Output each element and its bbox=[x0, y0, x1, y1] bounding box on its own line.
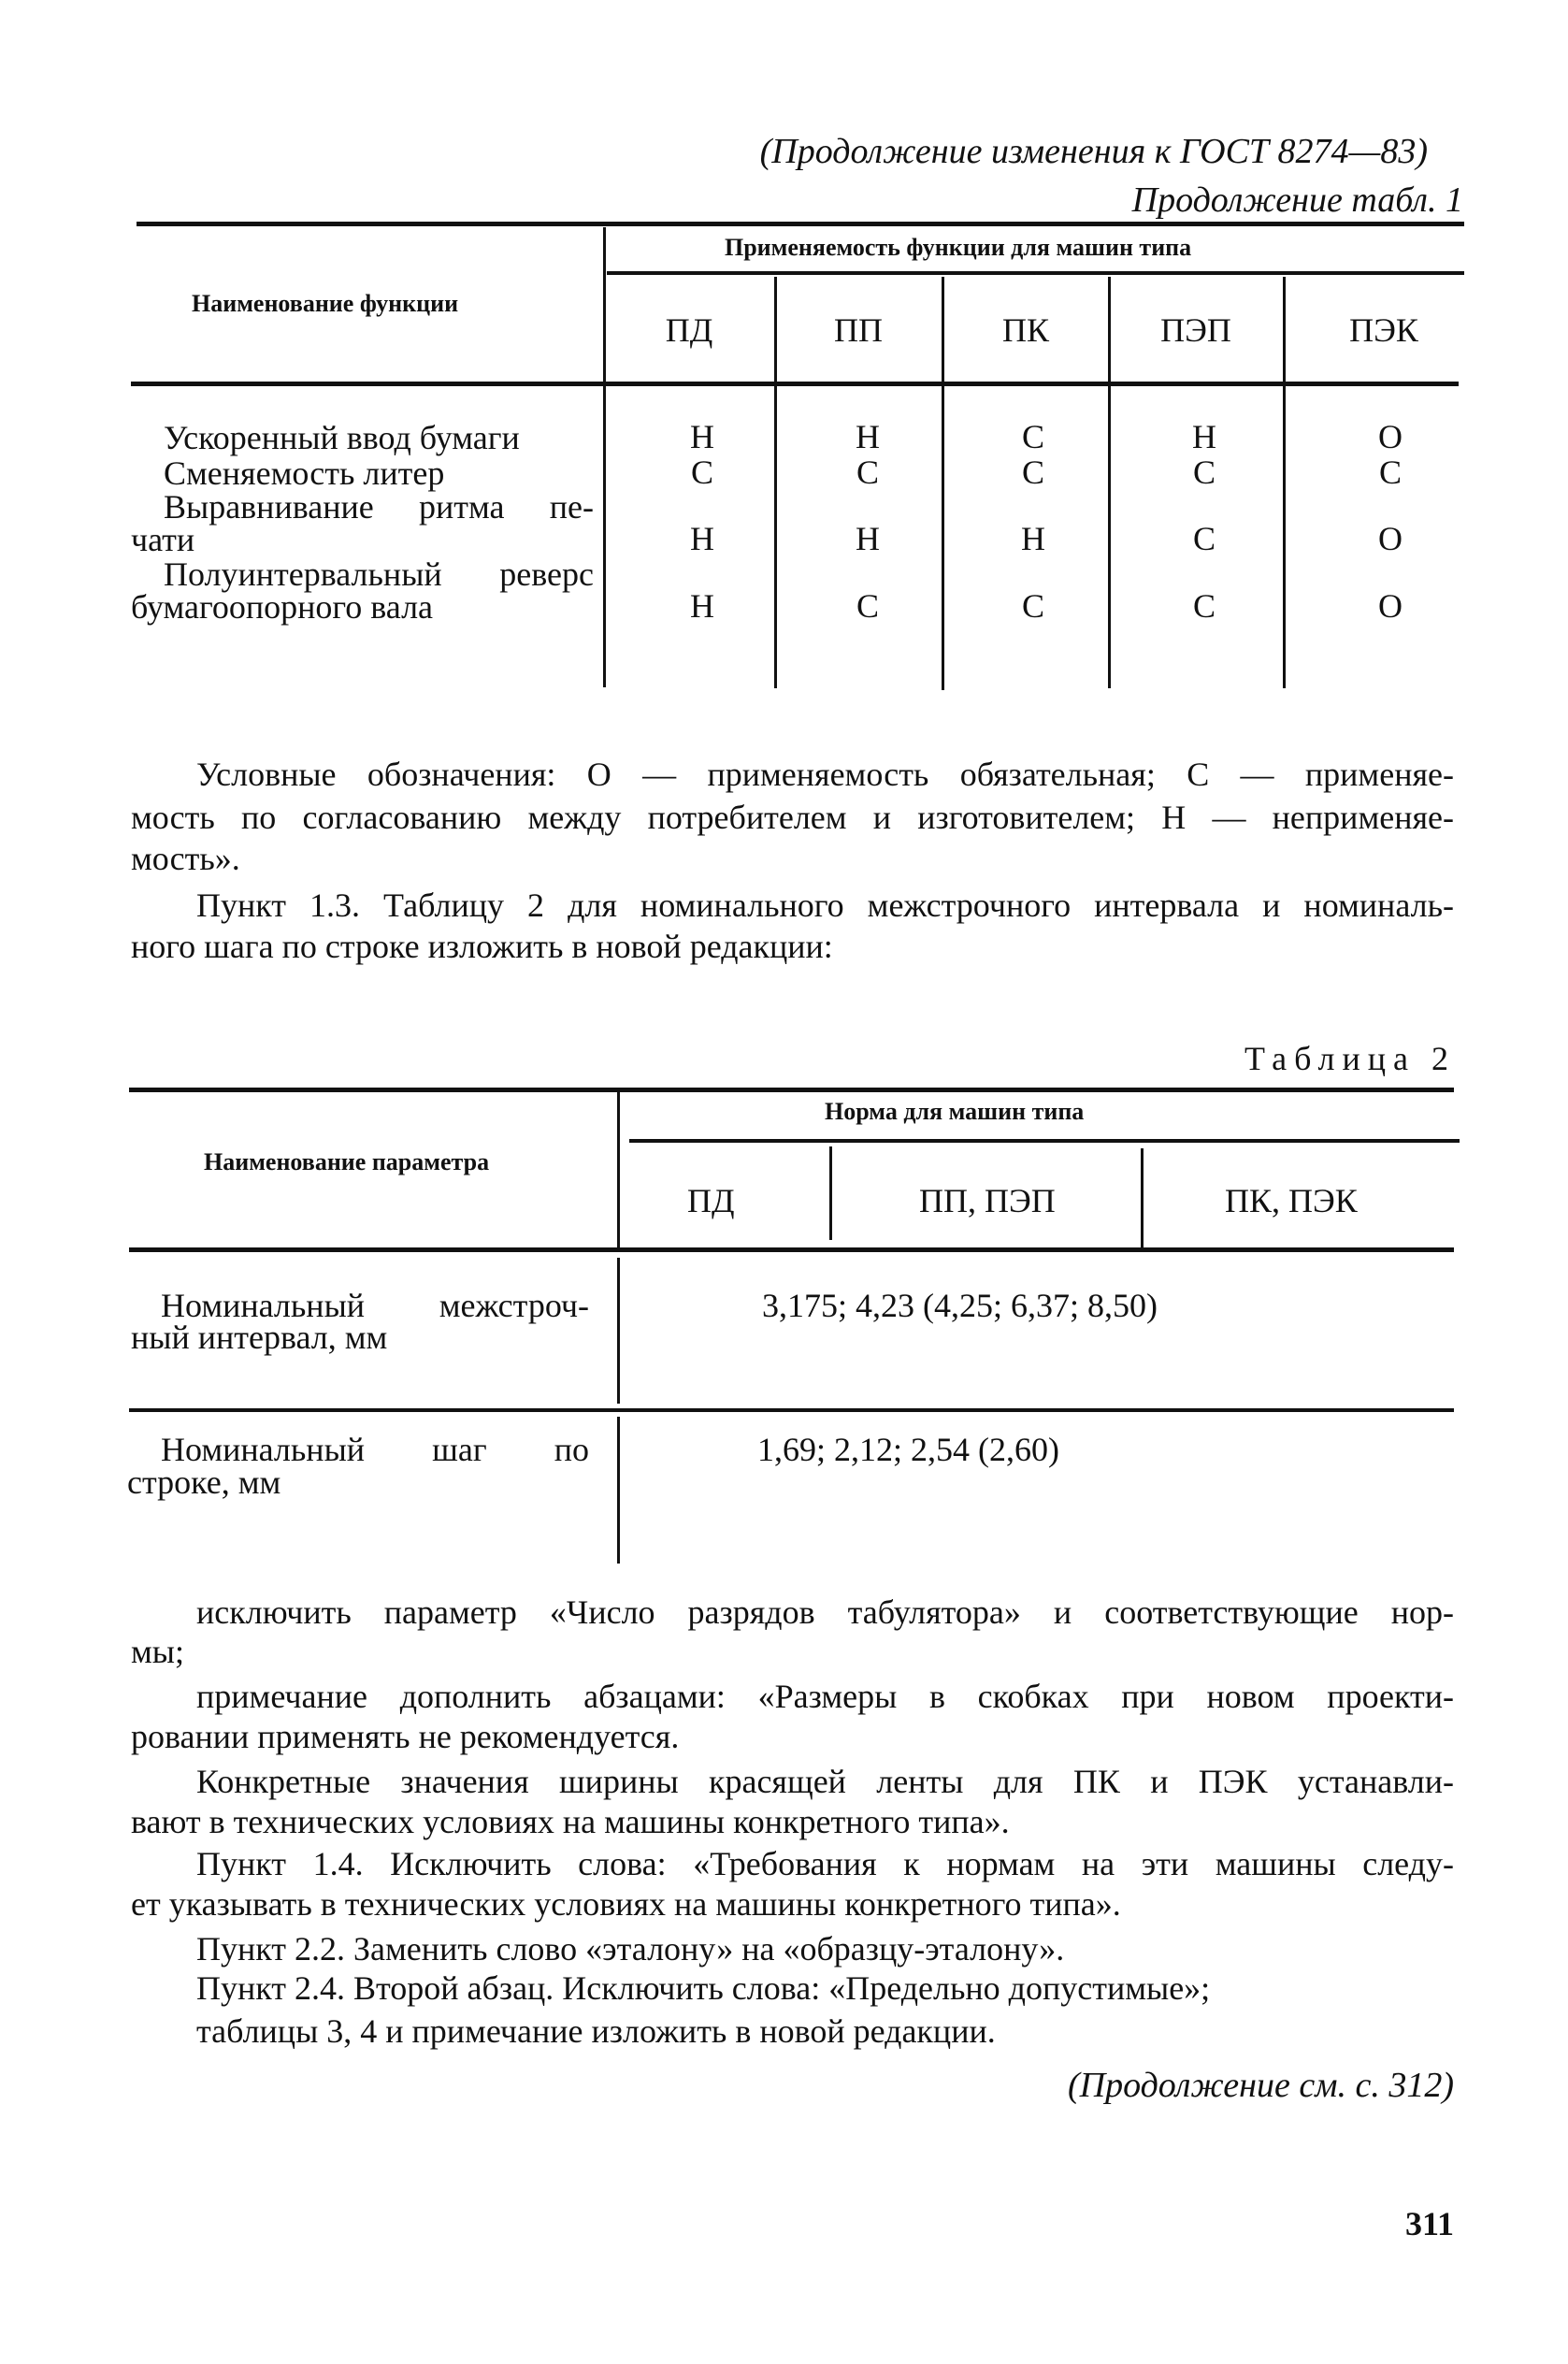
table1-name-header: Наименование функции bbox=[192, 290, 459, 317]
table1-group-header: Применяемость функции для машин типа bbox=[725, 234, 1192, 261]
table1-col-header: ПП bbox=[834, 311, 883, 349]
table1-cell: С bbox=[1021, 418, 1044, 455]
table2-row-name: строке, мм bbox=[127, 1463, 281, 1501]
body-line bbox=[196, 1761, 1454, 1802]
table1-cell: С bbox=[1378, 454, 1402, 491]
table1-cell: С bbox=[690, 454, 713, 491]
legend-text: Условные обозначения: О — применяемость обязательная; С — применяе- bbox=[196, 756, 1454, 793]
table1-cell: Н bbox=[1021, 520, 1045, 557]
table1-cell: С bbox=[1192, 454, 1216, 491]
legend-text: мость по согласованию между потребителем и изготовителем; Н — неприменяе- bbox=[131, 799, 1454, 836]
body-line-text: Конкретные значения ширины красящей ленты для ПК и ПЭК устанавли- bbox=[196, 1763, 1454, 1800]
body-line: Пункт 2.4. Второй абзац. Исключить слова: «Предельно допустимые»; bbox=[196, 1969, 1211, 2007]
table1-col-header: ПК bbox=[1001, 311, 1049, 349]
para-1-3-line: ного шага по строке изложить в новой редакции: bbox=[131, 928, 833, 965]
table1-row-name-line: Полуинтервальный реверс bbox=[164, 555, 594, 593]
table2-caption: Таблица 2 bbox=[1244, 1040, 1456, 1077]
table2-col-header: ПД bbox=[687, 1182, 735, 1219]
table2-col-header: ПК, ПЭК bbox=[1225, 1182, 1358, 1219]
table2-name-header: Наименование параметра bbox=[204, 1148, 490, 1175]
table1-vline bbox=[603, 227, 606, 687]
legend-line: мость». bbox=[131, 840, 240, 877]
body-line: ровании применять не рекомендуется. bbox=[131, 1718, 680, 1755]
table1-cell: С bbox=[856, 587, 879, 625]
table1-header-bottom-rule bbox=[131, 382, 1459, 386]
table1-vline bbox=[942, 277, 944, 690]
table2-vline bbox=[1141, 1148, 1144, 1249]
body-line: мы; bbox=[131, 1633, 184, 1670]
para-1-3-text: Пункт 1.3. Таблицу 2 для номинального межстрочного интервала и номиналь- bbox=[196, 886, 1454, 924]
body-line-text: Пункт 1.4. Исключить слова: «Требования к нормам на эти машины следу- bbox=[196, 1845, 1454, 1882]
table1-vline bbox=[1283, 277, 1286, 688]
table2-group-rule bbox=[629, 1139, 1460, 1143]
table1-row-name: чати bbox=[131, 521, 195, 558]
table1-cell: Н bbox=[856, 418, 880, 455]
body-line bbox=[196, 1592, 1454, 1633]
body-line: вают в технических условиях на машины конкретного типа». bbox=[131, 1803, 1010, 1840]
table1-caption: Продолжение табл. 1 bbox=[1131, 180, 1463, 220]
table1-cell: О bbox=[1378, 520, 1403, 557]
legend-line bbox=[131, 797, 1454, 838]
table2-row-value: 3,175; 4,23 (4,25; 6,37; 8,50) bbox=[762, 1287, 1158, 1324]
table1-vline bbox=[1108, 277, 1111, 688]
table1-top-rule bbox=[137, 222, 1464, 226]
table1-col-header: ПД bbox=[665, 311, 713, 349]
body-line: таблицы 3, 4 и примечание изложить в новой редакции. bbox=[196, 2012, 996, 2050]
body-line-text: исключить параметр «Число разрядов табулятора» и соответствующие нор- bbox=[196, 1593, 1454, 1631]
table1-row-name: Сменяемость литер bbox=[164, 454, 445, 492]
table1-col-header: ПЭК bbox=[1349, 311, 1418, 349]
table2-vline bbox=[829, 1146, 832, 1240]
table1-cell: С bbox=[1021, 454, 1044, 491]
table1-cell: С bbox=[856, 454, 879, 491]
para-1-3-line bbox=[196, 885, 1454, 926]
body-line: Пункт 2.2. Заменить слово «эталону» на «образцу-эталону». bbox=[196, 1930, 1065, 1968]
body-line: ет указывать в технических условиях на машины конкретного типа». bbox=[131, 1885, 1121, 1923]
table1-cell: С bbox=[1192, 520, 1216, 557]
table2-vline bbox=[617, 1092, 620, 1249]
legend-line bbox=[196, 754, 1454, 795]
table2-group-header: Норма для машин типа bbox=[825, 1098, 1085, 1125]
table1-cell: О bbox=[1378, 587, 1403, 625]
table1-cell: Н bbox=[690, 520, 714, 557]
table1-col-header: ПЭП bbox=[1160, 311, 1231, 349]
table1-cell: Н bbox=[690, 418, 714, 455]
table1-cell: С bbox=[1192, 587, 1216, 625]
table1-cell: Н bbox=[856, 520, 880, 557]
table1-vline bbox=[774, 277, 777, 688]
continuation-title: (Продолжение изменения к ГОСТ 8274—83) bbox=[759, 132, 1428, 171]
table1-cell: О bbox=[1378, 418, 1403, 455]
table2-col-header: ПП, ПЭП bbox=[919, 1182, 1056, 1219]
body-line bbox=[196, 1676, 1454, 1717]
page-number: 311 bbox=[1404, 2205, 1454, 2242]
table1-row-name: Ускоренный ввод бумаги bbox=[164, 419, 520, 456]
table1-row-name-line: Выравнивание ритма пе- bbox=[164, 488, 594, 526]
table2-vline bbox=[617, 1417, 620, 1564]
table2-header-bottom-rule bbox=[129, 1247, 1454, 1252]
table2-row-value: 1,69; 2,12; 2,54 (2,60) bbox=[757, 1431, 1059, 1468]
table2-row-rule bbox=[129, 1408, 1454, 1412]
table2-row-name-line: Номинальный межстроч- bbox=[161, 1287, 589, 1324]
table2-top-rule bbox=[129, 1088, 1454, 1092]
table1-cell: Н bbox=[690, 587, 714, 625]
table2-row-name-line: Номинальный шаг по bbox=[161, 1431, 589, 1468]
body-line bbox=[196, 1843, 1454, 1884]
body-line-text: примечание дополнить абзацами: «Размеры в скобках при новом проекти- bbox=[196, 1678, 1454, 1715]
table1-cell: С bbox=[1021, 587, 1044, 625]
table1-cell: Н bbox=[1192, 418, 1216, 455]
table1-group-rule bbox=[607, 271, 1464, 275]
table2-row-name: ный интервал, мм bbox=[131, 1319, 388, 1356]
table2-vline bbox=[617, 1258, 620, 1404]
continuation-note: (Продолжение см. с. 312) bbox=[1067, 2066, 1454, 2105]
table1-row-name bbox=[164, 486, 594, 527]
table1-row-name: бумагоопорного вала bbox=[131, 588, 434, 626]
